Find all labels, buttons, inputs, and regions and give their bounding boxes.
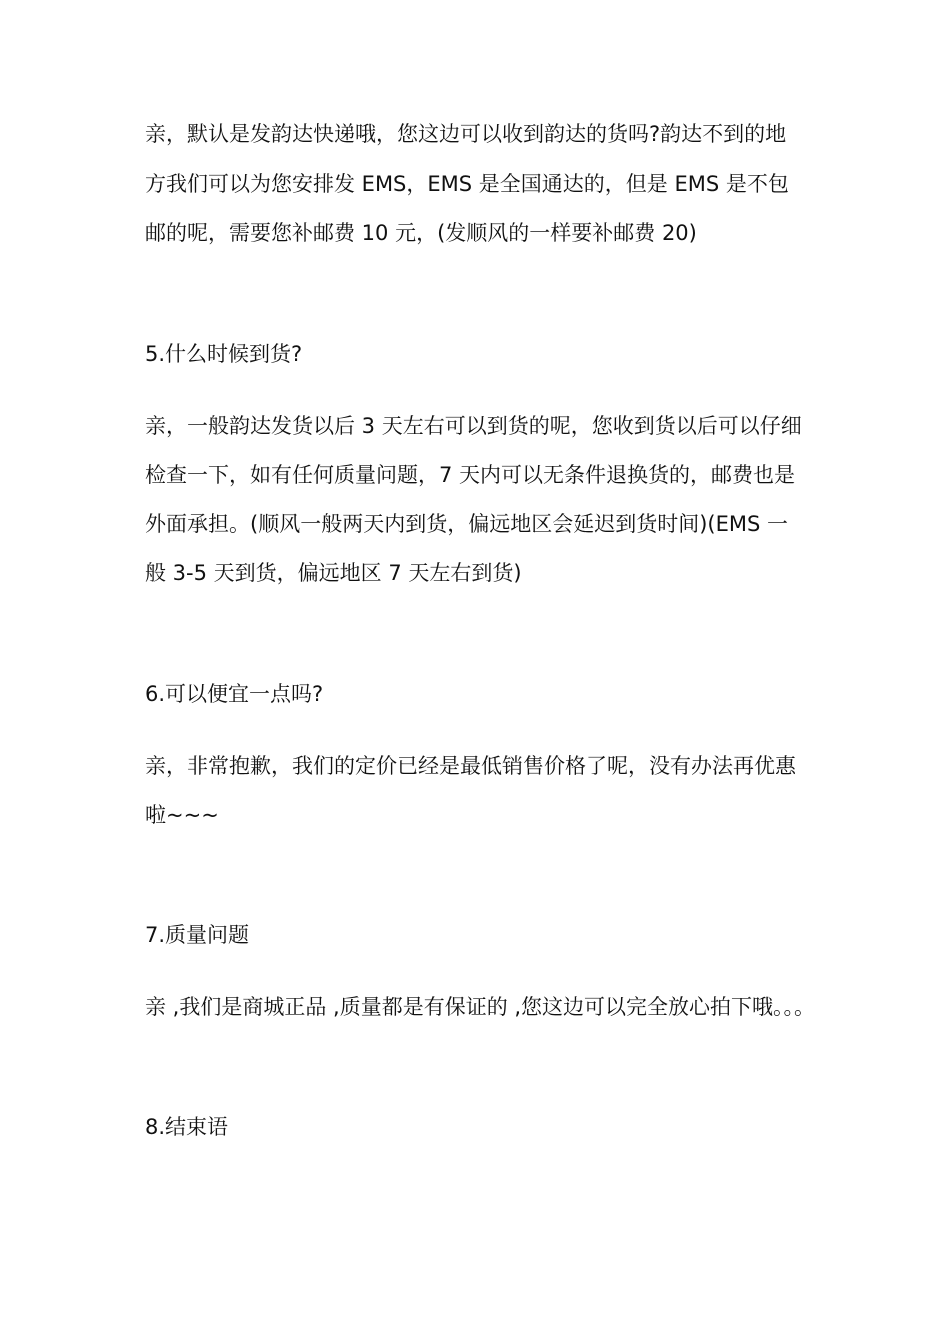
- paragraph-arrival-line-3: 外面承担。(顺风一般两天内到货，偏远地区会延迟到货时间)(EMS 一: [145, 512, 788, 536]
- paragraph-quality-line-1: 亲 ,我们是商城正品 ,质量都是有保证的 ,您这边可以完全放心拍下哦。。。: [145, 995, 816, 1019]
- paragraph-discount-line-1: 亲，非常抱歉，我们的定价已经是最低销售价格了呢，没有办法再优惠: [145, 754, 796, 778]
- paragraph-delivery-line-1: 亲，默认是发韵达快递哦，您这边可以收到韵达的货吗?韵达不到的地: [145, 122, 787, 146]
- paragraph-delivery-line-3: 邮的呢，需要您补邮费 10 元，(发顺风的一样要补邮费 20): [145, 221, 697, 245]
- heading-discount: 6.可以便宜一点吗?: [145, 682, 324, 706]
- paragraph-arrival-line-1: 亲，一般韵达发货以后 3 天左右可以到货的呢，您收到货以后可以仔细: [145, 414, 802, 438]
- heading-closing-remarks: 8.结束语: [145, 1115, 229, 1139]
- paragraph-discount-line-2: 啦~~~: [145, 803, 219, 827]
- heading-arrival-time: 5.什么时候到货?: [145, 342, 303, 366]
- paragraph-arrival-line-4: 般 3-5 天到货，偏远地区 7 天左右到货): [145, 561, 522, 585]
- paragraph-delivery-line-2: 方我们可以为您安排发 EMS，EMS 是全国通达的，但是 EMS 是不包: [145, 172, 789, 196]
- paragraph-arrival-line-2: 检查一下，如有任何质量问题，7 天内可以无条件退换货的，邮费也是: [145, 463, 796, 487]
- heading-quality-issue: 7.质量问题: [145, 923, 250, 947]
